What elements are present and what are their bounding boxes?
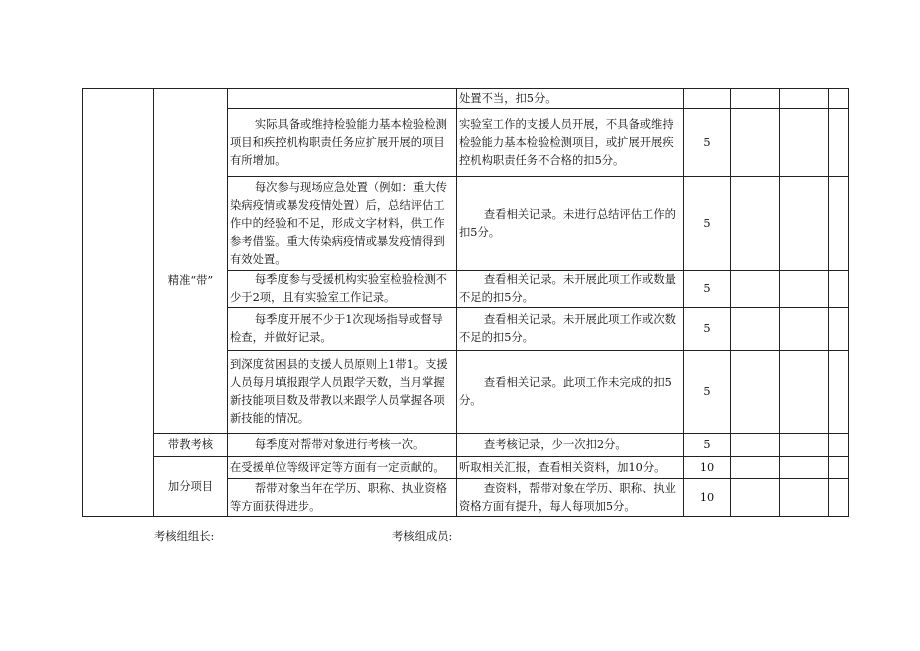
score-cell: 10	[684, 479, 731, 517]
blank-cell	[731, 109, 780, 177]
leader-label: 考核组组长:	[154, 530, 215, 543]
blank-cell	[829, 177, 849, 271]
blank-cell	[829, 271, 849, 308]
table-row	[83, 89, 849, 109]
group-label-bonus: 加分项目	[154, 457, 228, 517]
blank-cell	[731, 479, 780, 517]
assessment-table	[82, 88, 849, 517]
blank-cell	[731, 89, 780, 109]
score-cell: 10	[684, 457, 731, 479]
blank-cell	[780, 89, 829, 109]
method-cell: 查看相关记录。未进行总结评估工作的扣5分。	[457, 177, 684, 271]
method-cell: 查资料，帮带对象在学历、职称、执业资格方面有提升，每人每项加5分。	[457, 479, 684, 517]
score-cell: 5	[684, 109, 731, 177]
blank-cell	[829, 351, 849, 434]
blank-cell	[829, 109, 849, 177]
blank-cell	[731, 271, 780, 308]
blank-cell	[731, 434, 780, 457]
content-cell: 帮带对象当年在学历、职称、执业资格等方面获得进步。	[228, 479, 457, 517]
content-cell: 到深度贫困县的支援人员原则上1带1。支援人员每月填报跟学人员跟学天数，当月掌握新技能项目数及带教以来跟学人员掌握各项新技能的情况。	[228, 351, 457, 434]
blank-cell	[780, 271, 829, 308]
blank-cell	[780, 457, 829, 479]
blank-cell	[731, 457, 780, 479]
blank-cell	[829, 479, 849, 517]
blank-cell	[780, 351, 829, 434]
content-cell	[228, 89, 457, 109]
content-cell: 每季度开展不少于1次现场指导或督导检查，并做好记录。	[228, 308, 457, 351]
blank-cell	[780, 479, 829, 517]
member-label: 考核组成员:	[392, 530, 453, 543]
content-cell: 每季度对帮带对象进行考核一次。	[228, 434, 457, 457]
score-cell: 5	[684, 434, 731, 457]
content-cell: 实际具备或维持检验能力基本检验检测项目和疾控机构职责任务应扩展开展的项目有所增加。	[228, 109, 457, 177]
blank-cell	[780, 308, 829, 351]
table-row	[83, 457, 849, 479]
signature-footer	[0, 528, 920, 546]
blank-cell	[780, 109, 829, 177]
score-cell: 5	[684, 351, 731, 434]
score-cell: 5	[684, 271, 731, 308]
group-label-precise: 精准“带”	[154, 89, 228, 434]
method-cell: 查看相关记录。此项工作未完成的扣5分。	[457, 351, 684, 434]
method-cell: 查看相关记录。未开展此项工作或数量不足的扣5分。	[457, 271, 684, 308]
method-cell: 实验室工作的支援人员开展，不具备或维持检验能力基本检验检测项目，或扩展开展疾控机构职责任务不合格的扣5分。	[457, 109, 684, 177]
content-cell: 在受援单位等级评定等方面有一定贡献的。	[228, 457, 457, 479]
blank-cell	[731, 351, 780, 434]
method-cell: 处置不当，扣5分。	[457, 89, 684, 109]
score-cell: 5	[684, 177, 731, 271]
blank-cell	[829, 434, 849, 457]
content-cell: 每次参与现场应急处置（例如：重大传染病疫情或暴发疫情处置）后，总结评估工作中的经验和不足，形成文字材料，供工作参考借鉴。重大传染病疫情或暴发疫情得到有效处置。	[228, 177, 457, 271]
blank-cell	[731, 308, 780, 351]
score-cell: 5	[684, 308, 731, 351]
category-cell	[83, 89, 154, 517]
group-label-teaching-assessment: 带教考核	[154, 434, 228, 457]
blank-cell	[829, 308, 849, 351]
score-cell	[684, 89, 731, 109]
blank-cell	[731, 177, 780, 271]
blank-cell	[829, 89, 849, 109]
content-cell: 每季度参与受援机构实验室检验检测不少于2项，且有实验室工作记录。	[228, 271, 457, 308]
blank-cell	[780, 177, 829, 271]
blank-cell	[829, 457, 849, 479]
table-row	[83, 434, 849, 457]
method-cell: 查考核记录，少一次扣2分。	[457, 434, 684, 457]
method-cell: 听取相关汇报，查看相关资料，加10分。	[457, 457, 684, 479]
blank-cell	[780, 434, 829, 457]
method-cell: 查看相关记录。未开展此项工作或次数不足的扣5分。	[457, 308, 684, 351]
